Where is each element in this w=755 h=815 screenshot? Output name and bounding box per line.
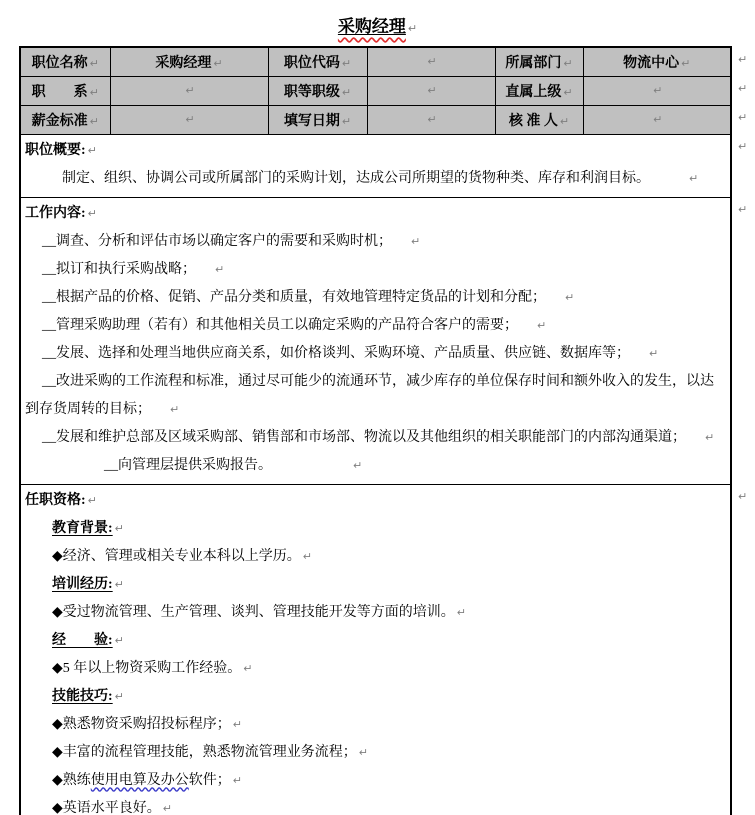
paragraph-mark: ↵: [185, 112, 195, 126]
paragraph-mark: ↵: [411, 234, 421, 248]
qualification-item-text: ◆熟悉物资采购招投标程序；: [52, 716, 231, 732]
qualification-item-text: ◆英语水平良好。: [52, 800, 161, 815]
paragraph-mark: ↵: [563, 85, 573, 99]
paragraph-mark: ↵: [427, 83, 437, 97]
paragraph-mark: ↵: [559, 114, 570, 128]
field-label-cell: [268, 105, 367, 134]
qualifications-heading: [25, 487, 724, 515]
paragraph-mark: ↵: [649, 346, 659, 360]
field-value-cell: [583, 76, 731, 105]
table-row: [20, 76, 731, 105]
qualification-item: [52, 599, 724, 627]
paragraph-mark: ↵: [87, 143, 97, 157]
paragraph-mark: ↵: [302, 549, 312, 563]
duty-item-text: __调查、分析和评估市场以确定客户的需要和采购时机；: [42, 233, 392, 249]
paragraph-mark: ↵: [681, 56, 691, 70]
field-label-cell: [20, 105, 110, 134]
qualification-subheading-wrap: [52, 515, 724, 543]
field-value-cell: [583, 47, 731, 76]
summary-cell: [20, 134, 731, 197]
field-label-cell: [495, 105, 583, 134]
field-label-text: 职位代码: [283, 55, 340, 71]
duties-list: [25, 228, 724, 480]
paragraph-mark: ↵: [89, 85, 99, 99]
duties-heading-text: 工作内容:: [25, 205, 86, 221]
row-end-paragraph-mark: ↵: [738, 203, 748, 216]
duty-item-text: __发展和维护总部及区域采购部、销售部和市场部、物流以及其他组织的相关职能部门的内部沟通渠道；: [42, 429, 686, 445]
qualification-subheading: 经 验:: [52, 632, 113, 648]
row-end-paragraph-mark: ↵: [738, 53, 748, 66]
paragraph-mark: ↵: [89, 56, 99, 70]
job-description-table: [19, 46, 732, 815]
field-value-cell: [367, 76, 495, 105]
paragraph-mark: ↵: [407, 22, 418, 35]
qualification-subheading: 技能技巧:: [52, 688, 113, 704]
qualification-item-text: ◆经济、管理或相关专业本科以上学历。: [52, 548, 301, 564]
field-label-text: 核 准 人: [508, 113, 558, 129]
field-label-cell: [495, 76, 583, 105]
qualification-subheading-wrap: [52, 683, 724, 711]
duties-heading: [25, 200, 724, 228]
paragraph-mark: ↵: [87, 206, 97, 220]
duty-item-text: __管理采购助理（若有）和其他相关员工以确定采购的产品符合客户的需要；: [42, 317, 518, 333]
paragraph-mark: ↵: [341, 56, 352, 70]
field-value-cell: [110, 47, 268, 76]
field-label-text: 职 系: [31, 84, 88, 100]
paragraph-mark: ↵: [537, 318, 547, 332]
paragraph-mark: ↵: [89, 114, 99, 128]
document-title-text: 采购经理: [337, 17, 406, 36]
paragraph-mark: ↵: [427, 112, 437, 126]
field-label-text: 职等职级: [283, 84, 340, 100]
paragraph-mark: ↵: [87, 493, 97, 507]
paragraph-mark: ↵: [653, 112, 663, 126]
paragraph-mark: ↵: [114, 689, 124, 703]
duty-item: [25, 340, 724, 368]
field-label-text: 薪金标准: [31, 113, 88, 129]
field-label-cell: [268, 47, 367, 76]
duty-item: [25, 312, 724, 340]
table-header-rows: [20, 47, 731, 134]
paragraph-mark: ↵: [341, 85, 352, 99]
document-title-line: [0, 0, 755, 34]
paragraph-mark: ↵: [653, 83, 663, 97]
field-label-text: 所属部门: [505, 55, 562, 71]
duties-cell: [20, 197, 731, 484]
table-section-rows: [20, 134, 731, 815]
row-end-paragraph-mark: ↵: [738, 140, 748, 153]
summary-heading: [25, 137, 724, 165]
paragraph-mark: ↵: [232, 773, 242, 787]
qualifications-list: [25, 515, 724, 815]
qualifications-row: [20, 484, 731, 815]
field-label-cell: [20, 47, 110, 76]
paragraph-mark: ↵: [353, 458, 363, 472]
row-end-paragraph-mark: ↵: [738, 111, 748, 124]
qualification-item: [52, 795, 724, 815]
summary-body: [25, 165, 724, 193]
paragraph-mark: ↵: [689, 171, 699, 185]
paragraph-mark: ↵: [705, 430, 715, 444]
summary-row: [20, 134, 731, 197]
paragraph-mark: ↵: [565, 290, 575, 304]
qualifications-cell: [20, 484, 731, 815]
paragraph-mark: ↵: [232, 717, 242, 731]
paragraph-mark: ↵: [456, 605, 466, 619]
duty-item: [25, 424, 724, 452]
duty-item-text: __改进采购的工作流程和标准，通过尽可能少的流通环节，减少库存的单位保存时间和额外收入的发生，以达到存货周转的目标；: [25, 373, 714, 417]
qualification-item: [52, 655, 724, 683]
duties-row: [20, 197, 731, 484]
paragraph-mark: ↵: [114, 633, 124, 647]
row-end-paragraph-mark: ↵: [738, 82, 748, 95]
qualification-item-text: 软件；: [188, 772, 231, 788]
paragraph-mark: ↵: [358, 745, 368, 759]
duty-item: [25, 368, 724, 424]
qualification-item: [52, 711, 724, 739]
duty-item: [25, 284, 724, 312]
paragraph-mark: ↵: [563, 56, 573, 70]
field-value-cell: [367, 105, 495, 134]
duty-item: [25, 256, 724, 284]
qualification-item: [52, 739, 724, 767]
paragraph-mark: ↵: [162, 801, 172, 815]
duty-item-text: __拟订和执行采购战略；: [42, 261, 196, 277]
paragraph-mark: ↵: [185, 83, 195, 97]
grammar-check-underline-text: 使用电算及办公: [90, 772, 189, 788]
qualifications-heading-text: 任职资格:: [25, 492, 86, 508]
field-value-cell: [367, 47, 495, 76]
summary-body-text: 制定、组织、协调公司或所属部门的采购计划，达成公司所期望的货物种类、库存和利润目标。: [62, 170, 650, 186]
duty-item-text: __发展、选择和处理当地供应商关系，如价格谈判、采购环境、产品质量、供应链、数据库等；: [42, 345, 630, 361]
duty-item: [25, 452, 724, 480]
field-label-text: 职位名称: [31, 55, 88, 71]
paragraph-mark: ↵: [215, 262, 225, 276]
paragraph-mark: ↵: [243, 661, 253, 675]
document-title: [338, 17, 406, 36]
qualification-subheading: 教育背景:: [52, 520, 113, 536]
qualification-item: [52, 543, 724, 571]
field-value-cell: [583, 105, 731, 134]
qualification-subheading: 培训经历:: [52, 576, 113, 592]
qualification-item-text: ◆受过物流管理、生产管理、谈判、管理技能开发等方面的培训。: [52, 604, 455, 620]
qualification-item-text: ◆5 年以上物资采购工作经验。: [52, 660, 242, 676]
field-value-cell: [110, 105, 268, 134]
field-value-text: 物流中心: [623, 55, 680, 71]
paragraph-mark: ↵: [114, 521, 124, 535]
field-label-cell: [495, 47, 583, 76]
field-label-text: 填写日期: [283, 113, 340, 129]
qualification-subheading-wrap: [52, 571, 724, 599]
field-label-cell: [268, 76, 367, 105]
row-end-paragraph-mark: ↵: [738, 490, 748, 503]
qualification-item-text: ◆丰富的流程管理技能，熟悉物流管理业务流程；: [52, 744, 357, 760]
table-row: [20, 105, 731, 134]
qualification-item: [52, 767, 724, 795]
table-row: [20, 47, 731, 76]
paragraph-mark: ↵: [341, 114, 352, 128]
paragraph-mark: ↵: [170, 402, 180, 416]
duty-item-text: __向管理层提供采购报告。: [104, 457, 272, 473]
paragraph-mark: ↵: [213, 56, 223, 70]
field-value-cell: [110, 76, 268, 105]
summary-heading-text: 职位概要:: [25, 142, 86, 158]
duty-item-text: __根据产品的价格、促销、产品分类和质量，有效地管理特定货品的计划和分配；: [42, 289, 546, 305]
field-label-text: 直属上级: [505, 84, 562, 100]
qualification-item-text: ◆熟练: [52, 772, 91, 788]
paragraph-mark: ↵: [427, 54, 437, 68]
field-label-cell: [20, 76, 110, 105]
paragraph-mark: ↵: [114, 577, 124, 591]
field-value-text: 采购经理: [155, 55, 212, 71]
qualification-subheading-wrap: [52, 627, 724, 655]
duty-item: [25, 228, 724, 256]
